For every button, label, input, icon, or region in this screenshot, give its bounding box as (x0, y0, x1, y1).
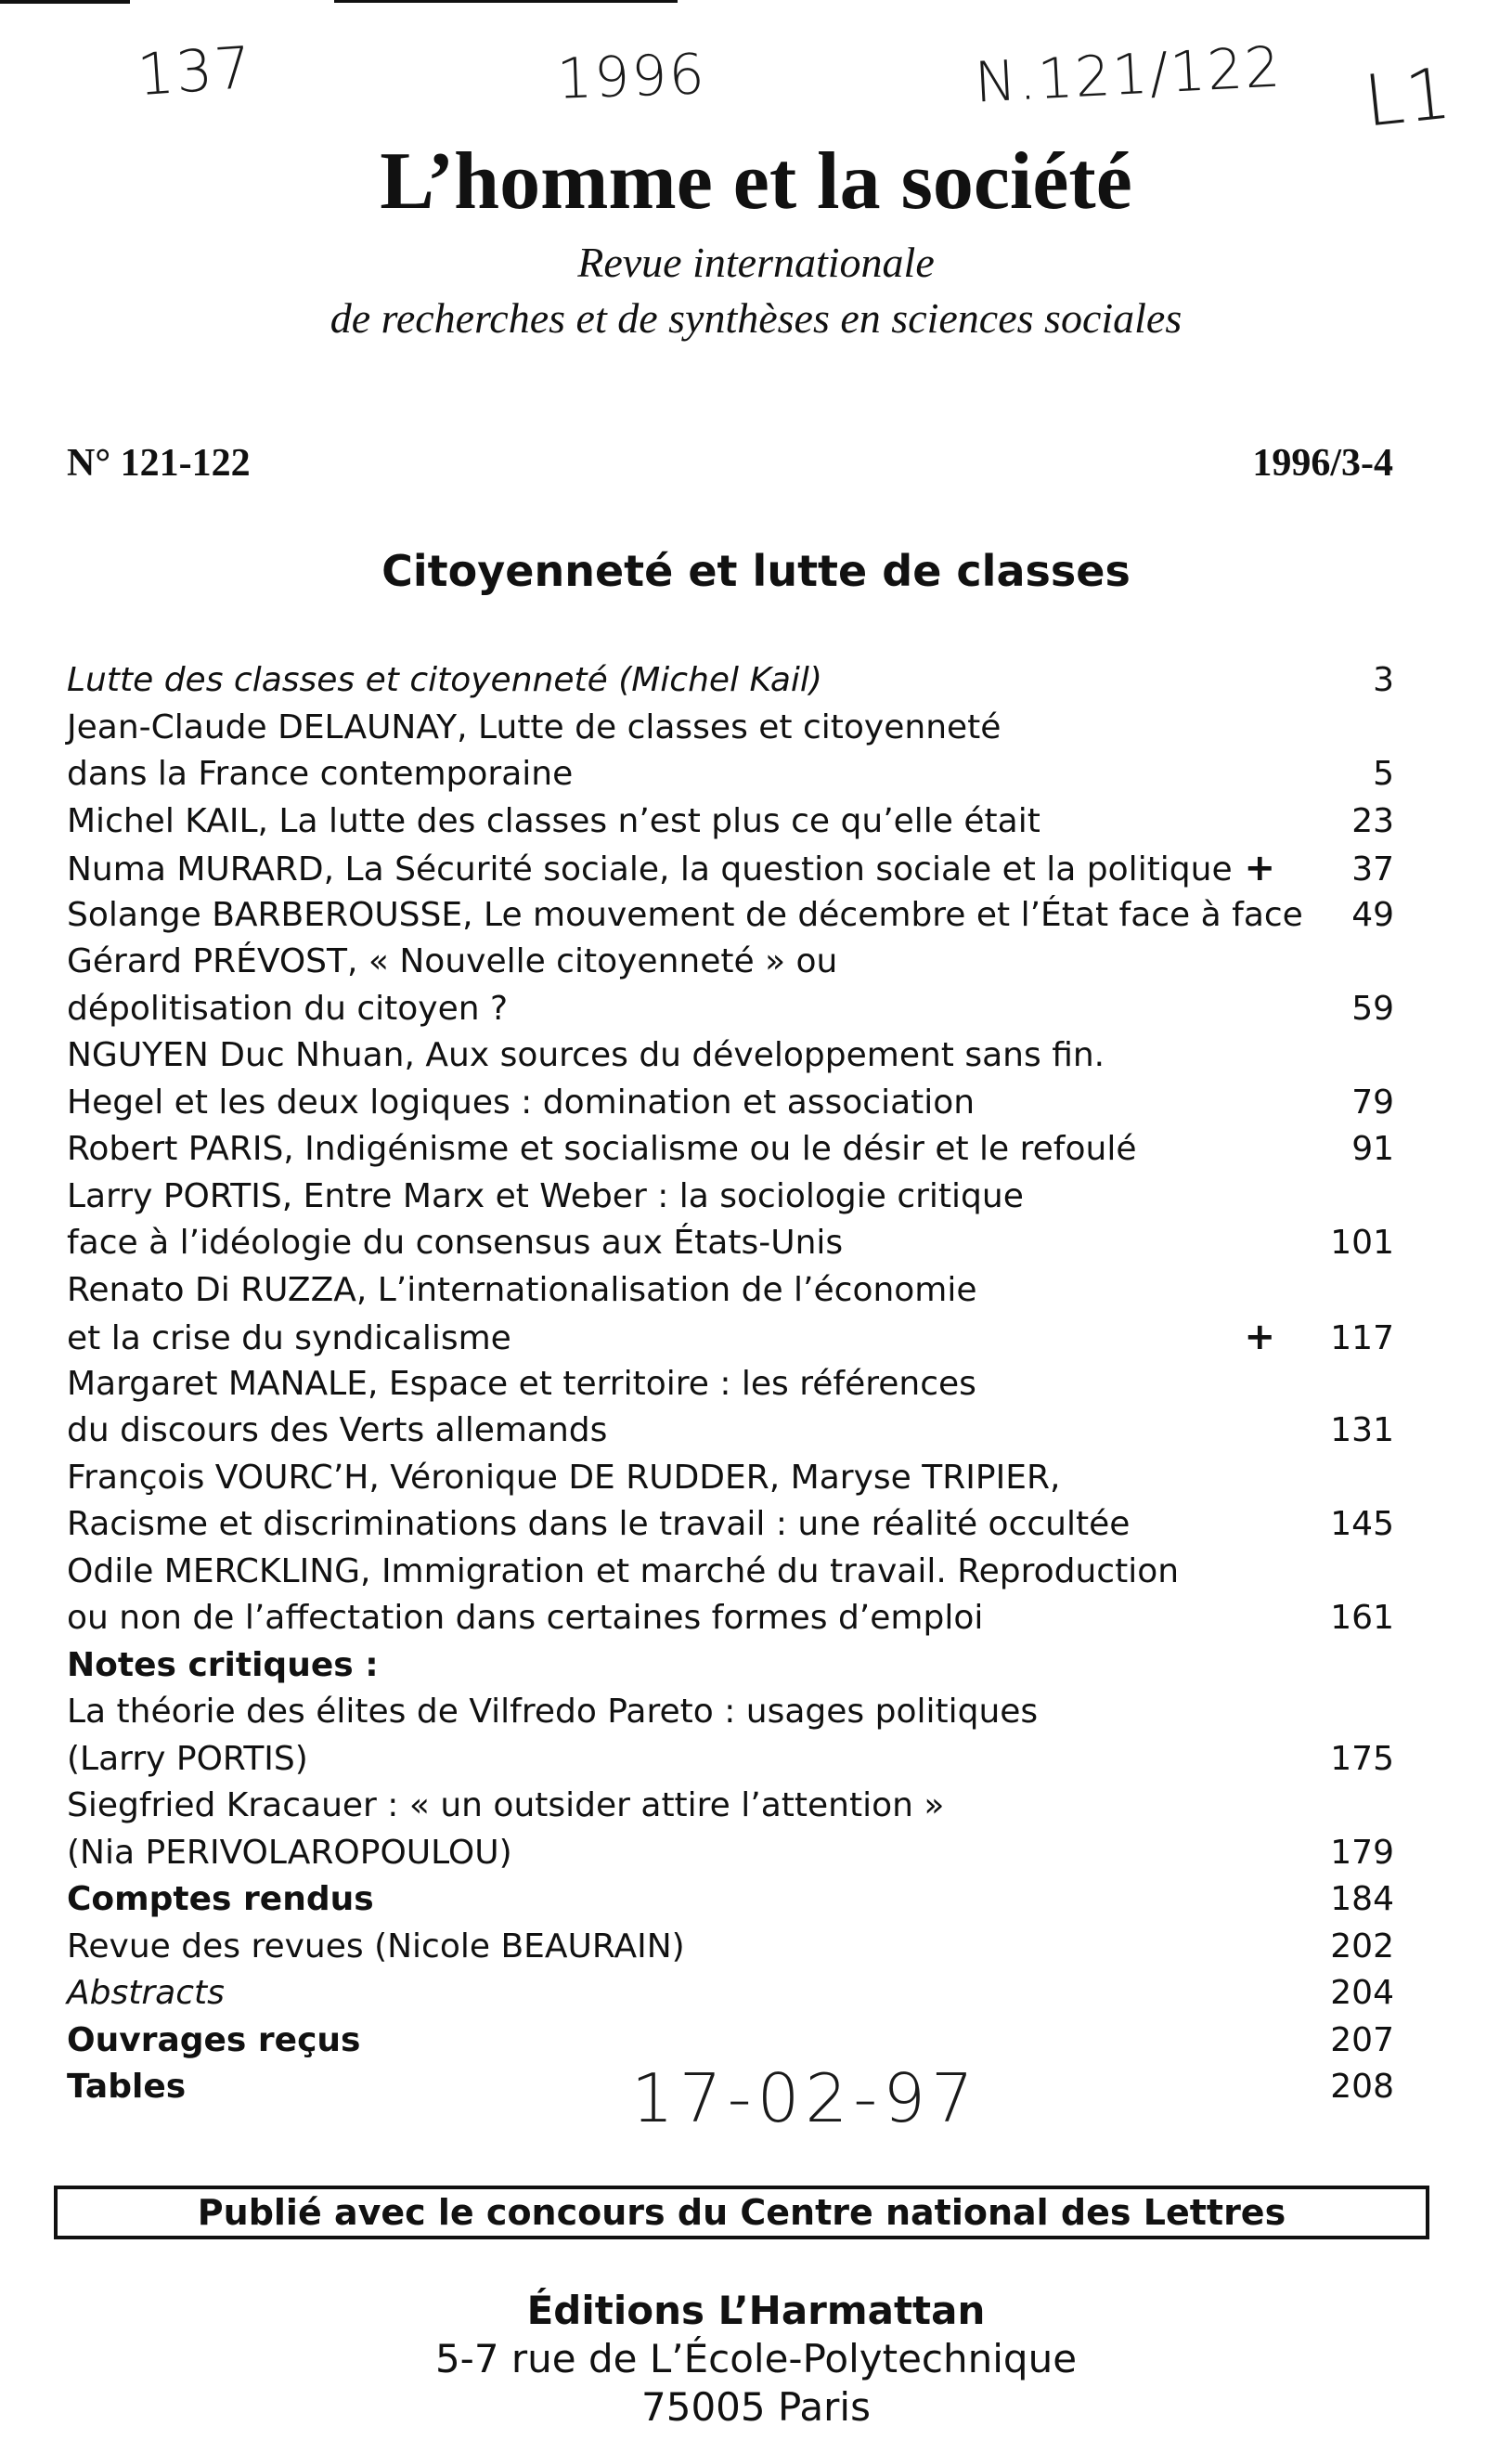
toc-entry-text: du discours des Verts allemands (67, 1411, 608, 1449)
toc-entry (67, 1924, 1394, 1971)
toc-entry-text: François VOURC’H, Véronique DE RUDDER, Maryse TRIPIER, (67, 1458, 1061, 1497)
toc-entry-text: Solange BARBEROUSSE, Le mouvement de décembre et l’État face à face (67, 895, 1303, 934)
toc-entry-text: Robert PARIS, Indigénisme et socialisme ou le désir et le refoulé (67, 1130, 1137, 1168)
handwritten-issue: N.121/122 (973, 34, 1284, 116)
funding-notice-box (54, 2186, 1429, 2239)
toc-entry-text: Michel KAIL, La lutte des classes n’est plus ce qu’elle était (67, 801, 1040, 840)
journal-title: L’homme et la société (380, 136, 1132, 227)
toc-entry-page: 175 (1330, 1739, 1394, 1778)
toc-entry (67, 1267, 1394, 1315)
toc-entry-text: Odile MERCKLING, Immigration et marché du travail. Reproduction (67, 1551, 1180, 1590)
publisher-city: 75005 Paris (641, 2384, 871, 2430)
table-of-contents (67, 657, 1394, 2111)
toc-entry-page: 37 (1351, 850, 1394, 889)
toc-entry-text: La théorie des élites de Vilfredo Pareto : usages politiques (67, 1693, 1039, 1731)
toc-entry (67, 705, 1394, 752)
toc-entry (67, 1736, 1394, 1784)
toc-entry-text: Revue des revues (Nicole BEAURAIN) (67, 1927, 685, 1965)
toc-entry (67, 1549, 1394, 1596)
journal-subtitle-line1: Revue internationale (577, 239, 935, 286)
toc-entry-text: Hegel et les deux logiques : domination et association (67, 1083, 976, 1122)
toc-entry-text: Gérard PRÉVOST, « Nouvelle citoyenneté » ou (67, 942, 838, 980)
handwritten-volume: 137 (135, 32, 255, 110)
toc-entry-page: 145 (1330, 1505, 1394, 1543)
toc-entry (67, 1314, 1394, 1361)
toc-entry-page: 207 (1330, 2020, 1394, 2059)
toc-entry (67, 657, 1394, 705)
publisher-address: 5-7 rue de L’École-Polytechnique (434, 2336, 1078, 2381)
toc-entry-page: 101 (1330, 1224, 1394, 1262)
toc-entry (67, 798, 1394, 846)
handwritten-shelf-mark: L1 (1360, 51, 1457, 143)
toc-entry (67, 1361, 1394, 1408)
top-edge-line (0, 0, 130, 4)
toc-entry-text: dépolitisation du citoyen ? (67, 989, 509, 1028)
toc-entry (67, 1408, 1394, 1455)
toc-entry (67, 1220, 1394, 1267)
toc-entry-text: Tables (67, 2068, 187, 2106)
handwritten-year: 1996 (555, 42, 707, 112)
toc-entry-page: 204 (1330, 1974, 1394, 2012)
toc-entry-page: 117 (1330, 1319, 1394, 1357)
toc-entry (67, 1455, 1394, 1502)
toc-entry-text: Abstracts (67, 1974, 225, 2012)
toc-entry (67, 1876, 1394, 1924)
issue-theme-title: Citoyenneté et lutte de classes (381, 546, 1131, 596)
toc-entry (67, 1080, 1394, 1127)
handwritten-mark: + (1244, 847, 1275, 889)
toc-entry (67, 1830, 1394, 1877)
toc-entry-text: Larry PORTIS, Entre Marx et Weber : la sociologie critique (67, 1176, 1024, 1215)
toc-entry-page: 79 (1351, 1083, 1394, 1122)
toc-entry-text: Notes critiques : (67, 1645, 379, 1684)
toc-entry-page: 131 (1330, 1411, 1394, 1449)
toc-entry-text: ou non de l’affectation dans certaines formes d’emploi (67, 1599, 984, 1637)
toc-entry-text: et la crise du syndicalisme (67, 1319, 511, 1357)
toc-entry (67, 845, 1394, 892)
toc-entry-text: Siegfried Kracauer : « un outsider attire l’attention » (67, 1786, 945, 1824)
toc-entry-page: 184 (1330, 1880, 1394, 1918)
journal-subtitle-line2: de recherches et de synthèses en sciences sociales (330, 294, 1182, 342)
toc-entry-page: 5 (1373, 755, 1394, 793)
toc-entry-page: 49 (1351, 895, 1394, 934)
toc-entry-page: 179 (1330, 1833, 1394, 1872)
toc-entry-text: (Larry PORTIS) (67, 1739, 308, 1778)
toc-entry (67, 1642, 1394, 1690)
toc-entry-page: 3 (1373, 661, 1394, 699)
top-edge-line (334, 0, 678, 3)
toc-entry-page: 59 (1351, 989, 1394, 1028)
toc-entry-page: 208 (1330, 2068, 1394, 2106)
toc-entry (67, 1126, 1394, 1174)
toc-entry-text: face à l’idéologie du consensus aux États-Unis (67, 1224, 844, 1262)
toc-entry-text: Numa MURARD, La Sécurité sociale, la question sociale et la politique (67, 850, 1233, 889)
toc-entry (67, 1783, 1394, 1830)
toc-entry-text: Lutte des classes et citoyenneté (Michel Kail) (67, 661, 822, 699)
publisher-name: Éditions L’Harmattan (526, 2288, 986, 2333)
toc-entry-text: Comptes rendus (67, 1880, 374, 1918)
toc-entry (67, 751, 1394, 798)
toc-entry (67, 939, 1394, 986)
toc-entry-text: NGUYEN Duc Nhuan, Aux sources du développement sans fin. (67, 1036, 1105, 1074)
toc-entry-page: 23 (1351, 801, 1394, 840)
toc-entry (67, 892, 1394, 940)
toc-entry (67, 1970, 1394, 2017)
handwritten-mark: + (1244, 1316, 1275, 1358)
toc-entry-text: dans la France contemporaine (67, 755, 574, 793)
toc-entry (67, 1174, 1394, 1221)
handwritten-date-stamp: 17-02-97 (631, 2059, 979, 2137)
toc-entry-text: Ouvrages reçus (67, 2020, 361, 2059)
toc-entry-page: 91 (1351, 1130, 1394, 1168)
toc-entry-text: Racisme et discriminations dans le travail : une réalité occultée (67, 1505, 1131, 1543)
issue-number: N° 121-122 (67, 442, 251, 485)
toc-entry-text: (Nia PERIVOLAROPOULOU) (67, 1833, 512, 1872)
toc-entry (67, 1595, 1394, 1642)
funding-notice-text: Publié avec le concours du Centre national des Lettres (197, 2192, 1286, 2233)
toc-entry (67, 1501, 1394, 1549)
toc-entry (67, 986, 1394, 1033)
toc-entry-text: Renato Di RUZZA, L’internationalisation de l’économie (67, 1270, 977, 1309)
toc-entry-text: Jean-Claude DELAUNAY, Lutte de classes et citoyenneté (67, 707, 1002, 746)
issue-date: 1996/3-4 (1252, 442, 1393, 485)
toc-entry-page: 161 (1330, 1599, 1394, 1637)
toc-entry (67, 1689, 1394, 1736)
toc-entry-page: 202 (1330, 1927, 1394, 1965)
toc-entry (67, 2017, 1394, 2065)
toc-entry (67, 1032, 1394, 1080)
toc-entry-text: Margaret MANALE, Espace et territoire : les références (67, 1364, 976, 1403)
